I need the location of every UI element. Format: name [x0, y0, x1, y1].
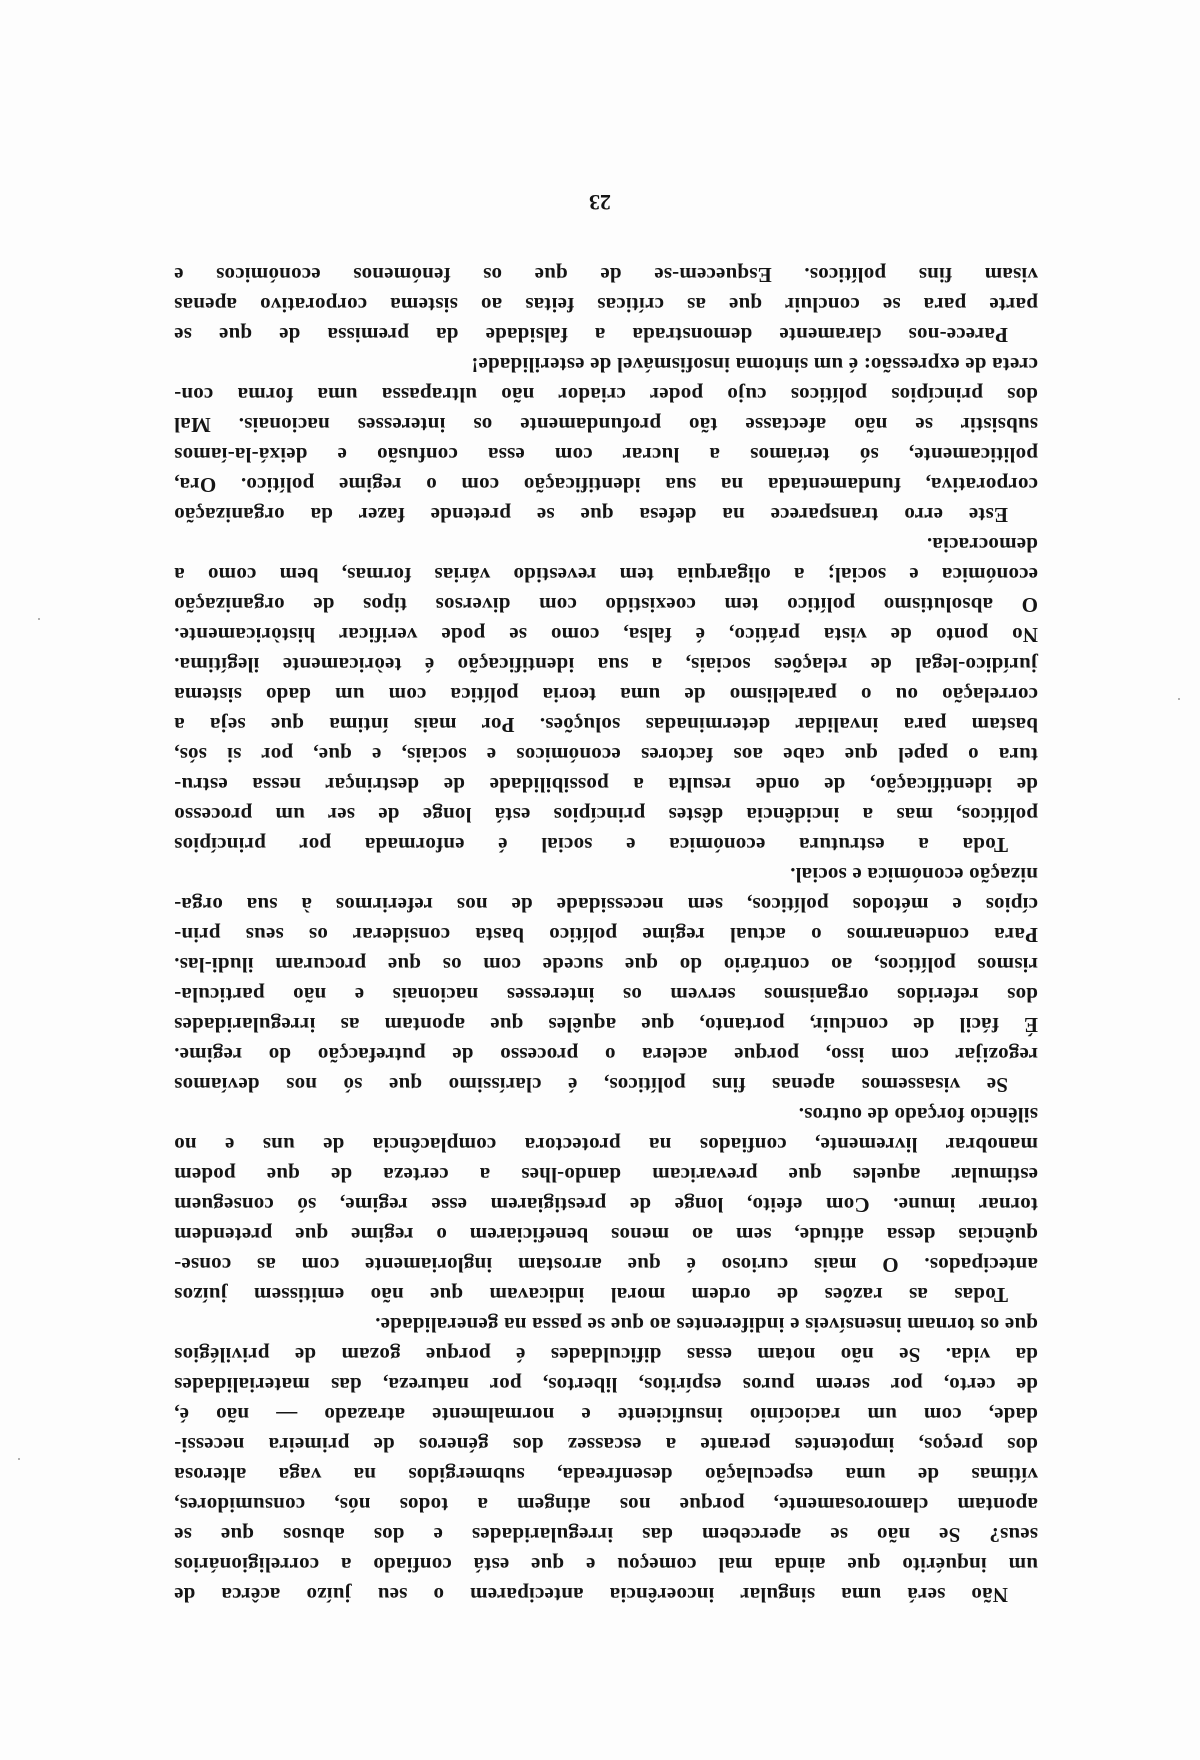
text-line: Parece-nos claramente demonstrada a falsidade da premissa de que se — [174, 323, 1008, 347]
scan-speck — [18, 1458, 20, 1460]
text-line: O absolutismo político tem coexistido com diversos tipos de organização — [174, 593, 1038, 617]
text-line: estimular aqueles que prevaricam dando-lhes a certeza de que podem — [174, 1163, 1038, 1187]
text-line: visam fins políticos. Esquecem-se de que os fenómenos económicos e — [174, 263, 1038, 287]
text-line: Não será uma singular incoerência anteciparem o seu juízo acêrca de — [174, 1583, 1008, 1607]
text-line: vítimas de uma especulação desenfreada, submergidos na vaga alterosa — [174, 1463, 1038, 1487]
text-line: nização económica e social. — [789, 863, 1038, 887]
text-line: politicamente, só teríamos a lucrar com essa confusão e deixá-la-íamos — [174, 443, 1038, 467]
text-line: democracia. — [926, 533, 1038, 557]
text-line: É fácil de concluir, portanto, que aquêles que apontam as irregularidades — [174, 1013, 1038, 1037]
page-number: 23 — [589, 190, 611, 215]
text-line: económica e social; a oligarquia tem revestido várias formas, bem como a — [174, 563, 1038, 587]
text-line: apontam clamorosamente, porque nos atingem a todos nós, consumidores, — [174, 1493, 1038, 1517]
text-line: correlação ou o paralelismo de uma teoria política com um dado sistema — [174, 683, 1038, 707]
text-line: antecipados. O mais curioso é que arrostam ingloriamente com as conse- — [174, 1253, 1038, 1277]
text-line: de certo, por serem puros espíritos, libertos, por natureza, das materialidades — [174, 1373, 1038, 1397]
text-line: quências dessa atitude, sem ao menos beneficiarem o regime que pretendem — [174, 1223, 1038, 1247]
text-line: rismos políticos, ao contrário do que sucede com os que procuram iludi-las. — [174, 953, 1038, 977]
text-line: Toda a estrutura económica e social é enformada por princípios — [174, 833, 1008, 857]
text-line: parte para se concluir que as críticas feitas ao sistema corporativo apenas — [174, 293, 1038, 317]
text-line: de identificação, de onde resulta a possibilidade de destrinçar nessa estru- — [174, 773, 1038, 797]
scan-speck — [38, 618, 40, 620]
text-line: dade, com um raciocínio insuficiente e normalmente atrazado — não é, — [174, 1403, 1038, 1427]
text-line: regozijar com isso, porque acelera o processo de putrefacção do regime. — [174, 1043, 1038, 1067]
text-line: dos referidos organismos servem os interesses nacionais e não particula- — [174, 983, 1038, 1007]
scan-speck — [1178, 698, 1180, 700]
text-line: Para condenarmos o actual regime político basta considerar os seus prin- — [174, 923, 1038, 947]
text-line: Este erro transparece na defesa que se pretende fazer da organização — [174, 503, 1008, 527]
text-line: corporativa, fundamentada na sua identificação com o regime político. Ora, — [174, 473, 1038, 497]
text-line: No ponto de vista prático, é falsa, como se pode verificar històricamente. — [174, 623, 1038, 647]
text-line: tornar imune. Com efeito, longe de prestigiarem esse regime, só conseguem — [174, 1193, 1038, 1217]
text-line: políticos, mas a incidência dêstes princípios está longe de ser um processo — [174, 803, 1038, 827]
text-line: jurídico-legal de relações sociais, a sua identificação é teòricamente ilegítima. — [174, 653, 1038, 677]
text-line: bastam para invalidar determinadas soluções. Por mais íntima que seja a — [174, 713, 1038, 737]
text-line: dos preços, impotentes perante a escassez dos géneros de primeira necessi- — [174, 1433, 1038, 1457]
body-text — [174, 260, 1038, 1610]
text-line: seus? Se não se apercebem das irregularidades e dos abusos que se — [174, 1523, 1038, 1547]
text-line: um inquérito que ainda mal começou e que está confiado a correligionários — [174, 1553, 1038, 1577]
text-line: da vida. Se não notam essas dificuldades é porque gozam de privilégios — [174, 1343, 1038, 1367]
text-line: creta de expressão: é um sintoma insofismável de esterilidade! — [471, 353, 1038, 377]
text-line: que os tornam insensíveis e indiferentes ao que se passa na generalidade. — [375, 1313, 1038, 1337]
text-line: tura o papel que cabe aos factores económicos e sociais, e que, por si sós, — [174, 743, 1038, 767]
text-line: Se visassemos apenas fins políticos, é claríssimo que só nos devíamos — [174, 1073, 1008, 1097]
text-line: subsistir se não afectasse tão profundamente os interesses nacionais. Mal — [174, 413, 1038, 437]
text-line: dos princípios políticos cujo poder criador não ultrapassa uma forma con- — [174, 383, 1038, 407]
text-line: silêncio forçado de outros. — [798, 1103, 1038, 1127]
text-line: cípios e métodos políticos, sem necessidade de nos referirmos à sua orga- — [174, 893, 1038, 917]
text-line: Todas as razões de ordem moral indicavam que não emitissem juízos — [174, 1283, 1008, 1307]
text-line: manobrar livremente, confiados na protectora complacência de uns e no — [174, 1133, 1038, 1157]
